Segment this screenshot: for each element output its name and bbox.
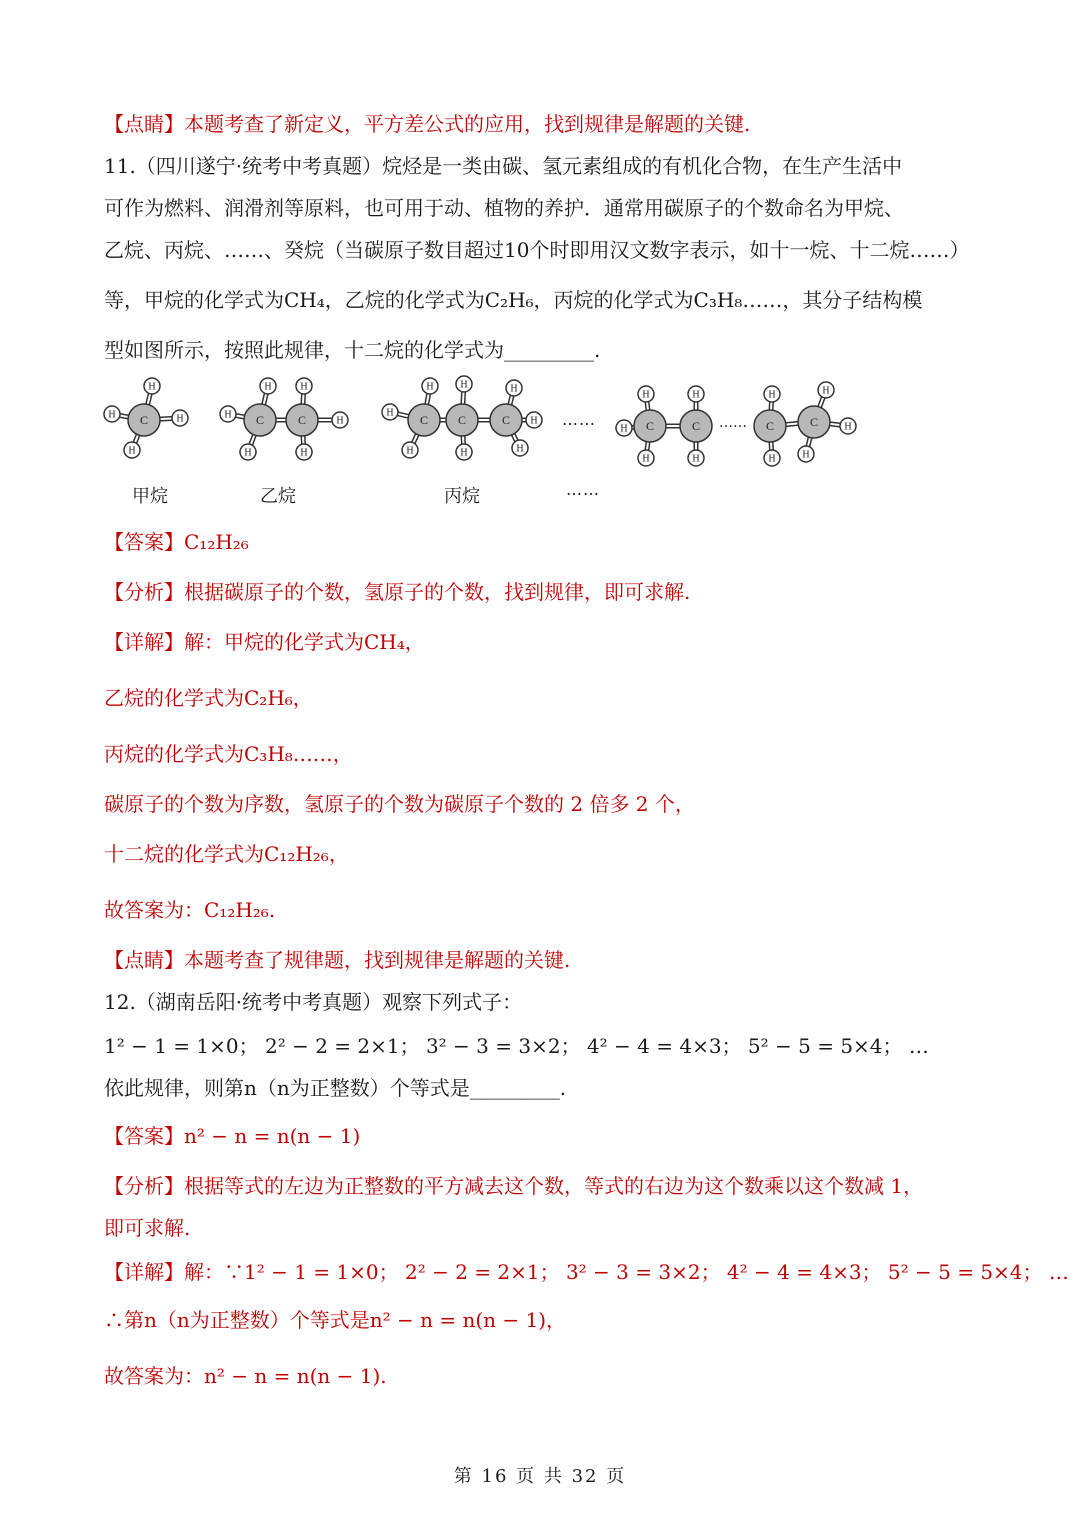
hydrogen-label: H: [264, 381, 272, 393]
hydrogen-label: H: [620, 423, 628, 435]
answer-12: 【答案】n² − n = n(n − 1): [104, 1124, 361, 1148]
hydrogen-label: H: [148, 381, 156, 393]
question-12-line-2: 1² − 1 = 1×0； 2² − 2 = 2×1； 3² − 3 = 3×2； 4² − 4 = 4×3； 5² − 5 = 5×4； …: [104, 1034, 929, 1058]
hydrogen-label: H: [516, 443, 524, 455]
hydrogen-label: H: [510, 383, 518, 395]
hydrogen-label: H: [108, 409, 116, 421]
detail-11-line-2: 乙烷的化学式为C₂H₆，: [104, 686, 313, 710]
hydrogen-label: H: [642, 389, 650, 401]
hydrogen-label: H: [336, 415, 344, 427]
hydrogen-label: H: [244, 447, 252, 459]
carbon-label: C: [765, 419, 775, 433]
hydrogen-label: H: [642, 453, 650, 465]
analysis-12-line-1: 【分析】根据等式的左边为正整数的平方减去这个数，等式的右边为这个数乘以这个数减 1，: [104, 1174, 924, 1198]
analysis-12-line-2: 即可求解.: [104, 1216, 191, 1240]
hydrogen-label: H: [460, 379, 468, 391]
remark-line-1: 【点睛】本题考查了新定义，平方差公式的应用，找到规律是解题的关键.: [104, 112, 751, 136]
hydrogen-label: H: [176, 413, 184, 425]
carbon-label: C: [419, 413, 429, 427]
hydrogen-label: H: [386, 407, 394, 419]
hydrogen-label: H: [406, 445, 414, 457]
detail-12-line-3: 故答案为：n² − n = n(n − 1).: [104, 1364, 387, 1388]
hydrogen-label: H: [530, 415, 538, 427]
carbon-label: C: [255, 413, 265, 427]
question-11-line-2: 可作为燃料、润滑剂等原料，也可用于动、植物的养护．通常用碳原子的个数命名为甲烷、: [104, 196, 904, 220]
hydrogen-label: H: [426, 381, 434, 393]
hydrogen-label: H: [300, 447, 308, 459]
question-11-line-1: 11.（四川遂宁·统考中考真题）烷烃是一类由碳、氢元素组成的有机化合物，在生产生活中: [104, 154, 903, 178]
label-methane: 甲烷: [132, 486, 168, 507]
hydrogen-label: H: [460, 447, 468, 459]
ellipsis-between-molecules: ……: [562, 410, 596, 429]
carbon-label: C: [457, 413, 467, 427]
carbon-label: C: [297, 413, 307, 427]
hydrogen-label: H: [844, 421, 852, 433]
question-11-line-4: 等，甲烷的化学式为CH₄，乙烷的化学式为C₂H₆，丙烷的化学式为C₃H₈……，其分子结构模: [104, 288, 923, 312]
detail-11-line-5: 十二烷的化学式为C₁₂H₂₆，: [104, 842, 349, 866]
question-11-line-3: 乙烷、丙烷、……、癸烷（当碳原子数目超过10个时即用汉文数字表示，如十一烷、十二烷……）: [104, 238, 970, 262]
hydrogen-label: H: [692, 389, 700, 401]
question-11-line-5: 型如图所示，按照此规律，十二烷的化学式为_________.: [104, 338, 601, 362]
hydrogen-label: H: [224, 409, 232, 421]
analysis-11: 【分析】根据碳原子的个数，氢原子的个数，找到规律，即可求解.: [104, 580, 691, 604]
question-12-line-1: 12.（湖南岳阳·统考中考真题）观察下列式子：: [104, 990, 523, 1014]
carbon-label: C: [691, 419, 701, 433]
carbon-label: C: [501, 413, 511, 427]
hydrogen-label: H: [802, 449, 810, 461]
carbon-label: C: [809, 415, 819, 429]
hydrogen-label: H: [822, 385, 830, 397]
label-propane: 丙烷: [444, 486, 480, 507]
hydrogen-label: H: [768, 453, 776, 465]
detail-12-line-1: 【详解】解：∵1² − 1 = 1×0； 2² − 2 = 2×1； 3² − 3 = 3×2； 4² − 4 = 4×3； 5² − 5 = 5×4； …: [104, 1260, 1069, 1284]
detail-11-line-3: 丙烷的化学式为C₃H₈……，: [104, 742, 353, 766]
answer-11: 【答案】C₁₂H₂₆: [104, 530, 249, 554]
remark-11: 【点睛】本题考查了规律题，找到规律是解题的关键.: [104, 948, 571, 972]
carbon-label: C: [645, 419, 655, 433]
hydrogen-label: H: [768, 389, 776, 401]
detail-11-line-1: 【详解】解：甲烷的化学式为CH₄，: [104, 630, 425, 654]
detail-11-line-6: 故答案为：C₁₂H₂₆.: [104, 898, 276, 922]
hydrogen-label: H: [692, 453, 700, 465]
molecule-models: [104, 376, 856, 466]
question-12-line-3: 依此规律，则第n（n为正整数）个等式是_________.: [104, 1076, 567, 1100]
detail-12-line-2: ∴第n（n为正整数）个等式是n² − n = n(n − 1)，: [104, 1308, 567, 1332]
hydrogen-label: H: [128, 445, 136, 457]
page-footer: 第 16 页 共 32 页: [453, 1466, 627, 1487]
ellipsis-below-figure: ……: [566, 480, 600, 499]
label-ethane: 乙烷: [260, 486, 296, 507]
detail-11-line-4: 碳原子的个数为序数，氢原子的个数为碳原子个数的 2 倍多 2 个，: [104, 792, 695, 816]
chain-continuation-ellipsis: ……: [719, 415, 747, 431]
alkane-molecule-figure: [98, 372, 878, 512]
carbon-label: C: [139, 413, 149, 427]
hydrogen-label: H: [300, 381, 308, 393]
